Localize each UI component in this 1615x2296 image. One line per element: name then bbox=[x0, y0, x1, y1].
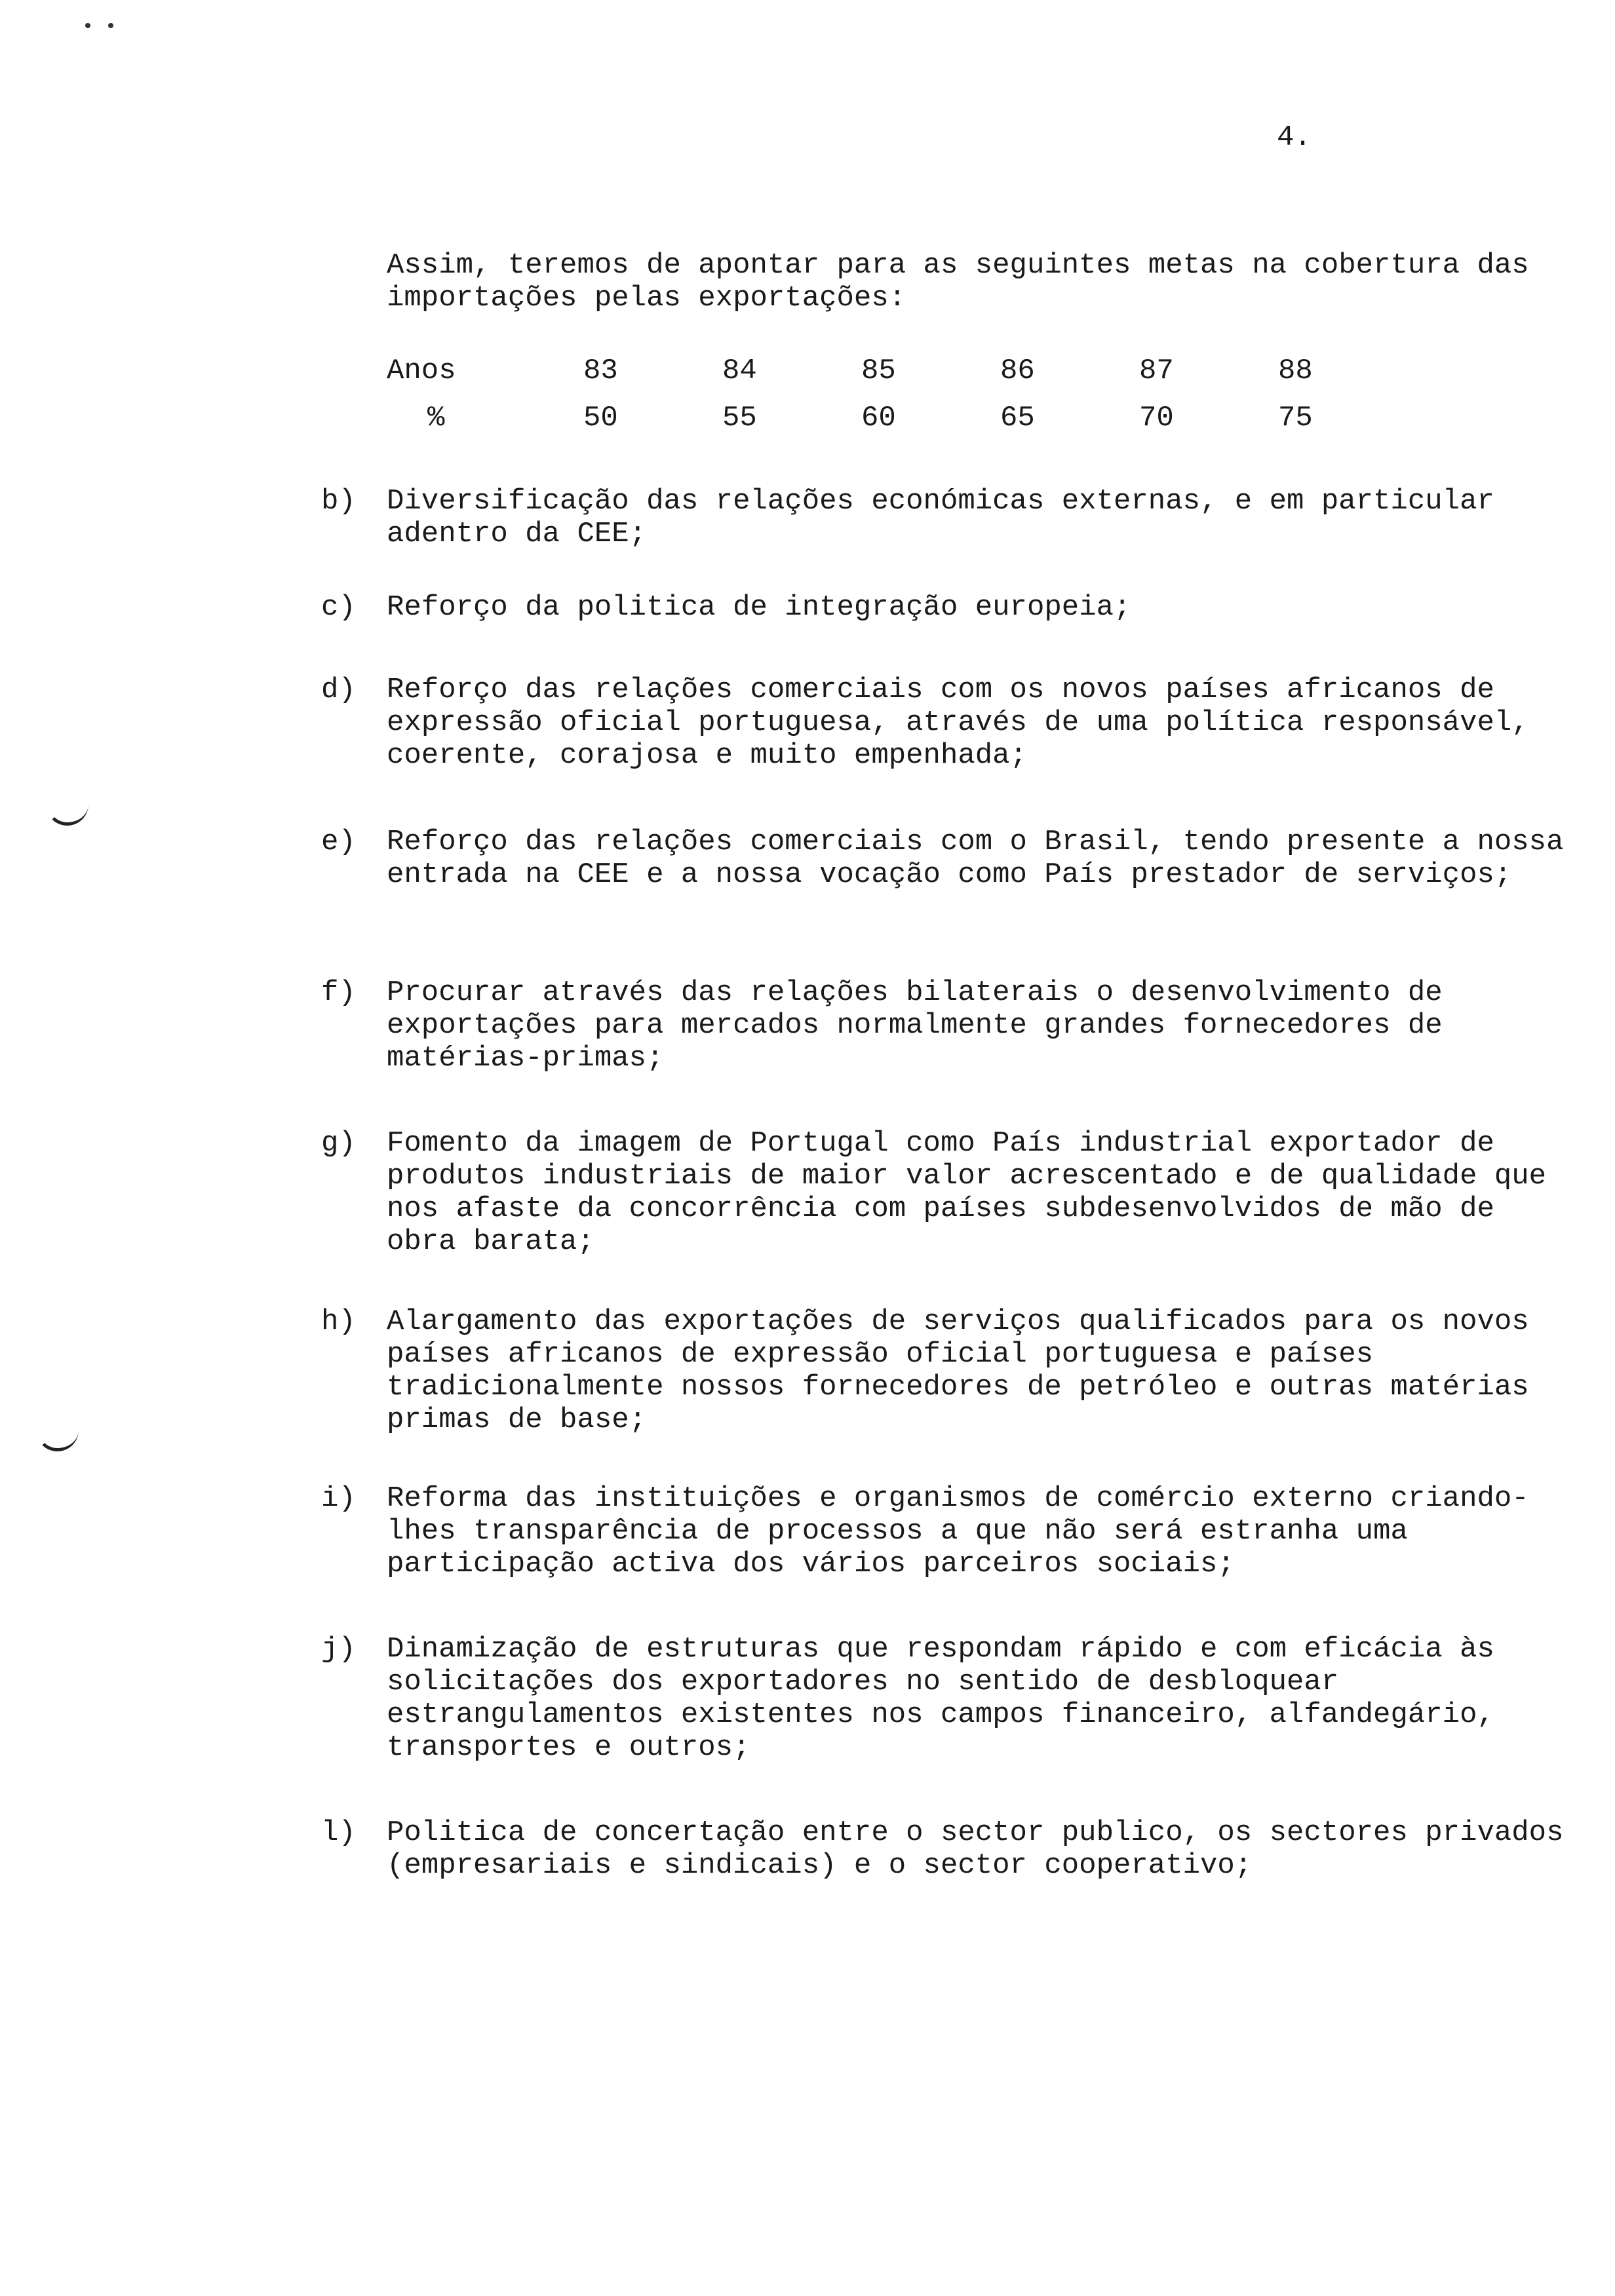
row-label-percent: % bbox=[427, 402, 445, 434]
item-letter: b) bbox=[321, 485, 356, 518]
page-number: 4. bbox=[1277, 121, 1312, 154]
percent-cell: 60 bbox=[861, 402, 896, 434]
coverage-goals-table bbox=[387, 347, 1417, 442]
item-letter: j) bbox=[321, 1633, 356, 1666]
percent-cell: 75 bbox=[1278, 402, 1313, 434]
percent-cell: 50 bbox=[583, 402, 618, 434]
item-text: Dinamização de estruturas que respondam rápido e com eficácia às solicitações dos exportadores no sentido de desbloquear estrangulamentos existentes nos campos financeiro, alfandegário, transportes e outros; bbox=[387, 1633, 1494, 1764]
percent-cell: 65 bbox=[1000, 402, 1035, 434]
item-text: Reforma das instituições e organismos de comércio externo criando-lhes transparência de processos a que não será estranha uma participação activa dos vários parceiros sociais; bbox=[387, 1482, 1529, 1580]
item-letter: f) bbox=[321, 976, 356, 1009]
item-letter: h) bbox=[321, 1305, 356, 1338]
list-item-j bbox=[321, 1633, 1573, 1764]
list-item-f bbox=[321, 976, 1573, 1075]
item-text: Diversificação das relações económicas externas, e em particular adentro da CEE; bbox=[387, 485, 1494, 550]
percent-cell: 55 bbox=[722, 402, 757, 434]
row-label-years: Anos bbox=[387, 354, 456, 387]
item-text: Reforço da politica de integração europeia; bbox=[387, 591, 1131, 624]
list-item-h bbox=[321, 1305, 1573, 1436]
list-item-i bbox=[321, 1482, 1573, 1580]
year-cell: 87 bbox=[1139, 354, 1174, 387]
year-cell: 88 bbox=[1278, 354, 1313, 387]
list-item-d bbox=[321, 674, 1573, 772]
item-letter: d) bbox=[321, 674, 356, 706]
list-item-c bbox=[321, 591, 1573, 624]
item-text: Politica de concertação entre o sector publico, os sectores privados (empresariais e sindicais) e o sector cooperativo; bbox=[387, 1816, 1564, 1882]
years-row bbox=[387, 347, 1417, 394]
scan-speck bbox=[108, 23, 113, 28]
item-text: Fomento da imagem de Portugal como País industrial exportador de produtos industriais de maior valor acrescentado e de qualidade que nos afaste da concorrência com países subdesenvolvidos de mão de obra barata; bbox=[387, 1127, 1547, 1258]
year-cell: 85 bbox=[861, 354, 896, 387]
percent-cell: 70 bbox=[1139, 402, 1174, 434]
year-cell: 86 bbox=[1000, 354, 1035, 387]
item-text: Alargamento das exportações de serviços qualificados para os novos países africanos de expressão oficial portuguesa e países tradicionalmente nossos fornecedores de petróleo e outras matérias primas de base; bbox=[387, 1305, 1529, 1436]
list-item-b bbox=[321, 485, 1573, 550]
item-text: Reforço das relações comerciais com o Brasil, tendo presente a nossa entrada na CEE e a nossa vocação como País prestador de serviços; bbox=[387, 826, 1564, 891]
intro-paragraph: Assim, teremos de apontar para as seguintes metas na cobertura das importações pelas exportações: bbox=[387, 249, 1529, 315]
list-item-l bbox=[321, 1816, 1573, 1882]
list-item-g bbox=[321, 1127, 1573, 1258]
margin-punch-mark bbox=[46, 803, 88, 826]
scan-speck bbox=[85, 23, 90, 28]
item-text: Procurar através das relações bilaterais o desenvolvimento de exportações para mercados normalmente grandes fornecedores de matérias-primas; bbox=[387, 976, 1443, 1075]
margin-punch-mark bbox=[36, 1428, 79, 1451]
item-letter: e) bbox=[321, 826, 356, 858]
list-item-e bbox=[321, 826, 1573, 891]
item-letter: l) bbox=[321, 1816, 356, 1849]
percent-row bbox=[387, 394, 1417, 442]
year-cell: 83 bbox=[583, 354, 618, 387]
item-letter: g) bbox=[321, 1127, 356, 1160]
item-text: Reforço das relações comerciais com os novos países africanos de expressão oficial portuguesa, através de uma política responsável, coerente, corajosa e muito empenhada; bbox=[387, 674, 1529, 772]
year-cell: 84 bbox=[722, 354, 757, 387]
item-letter: i) bbox=[321, 1482, 356, 1515]
item-letter: c) bbox=[321, 591, 356, 624]
